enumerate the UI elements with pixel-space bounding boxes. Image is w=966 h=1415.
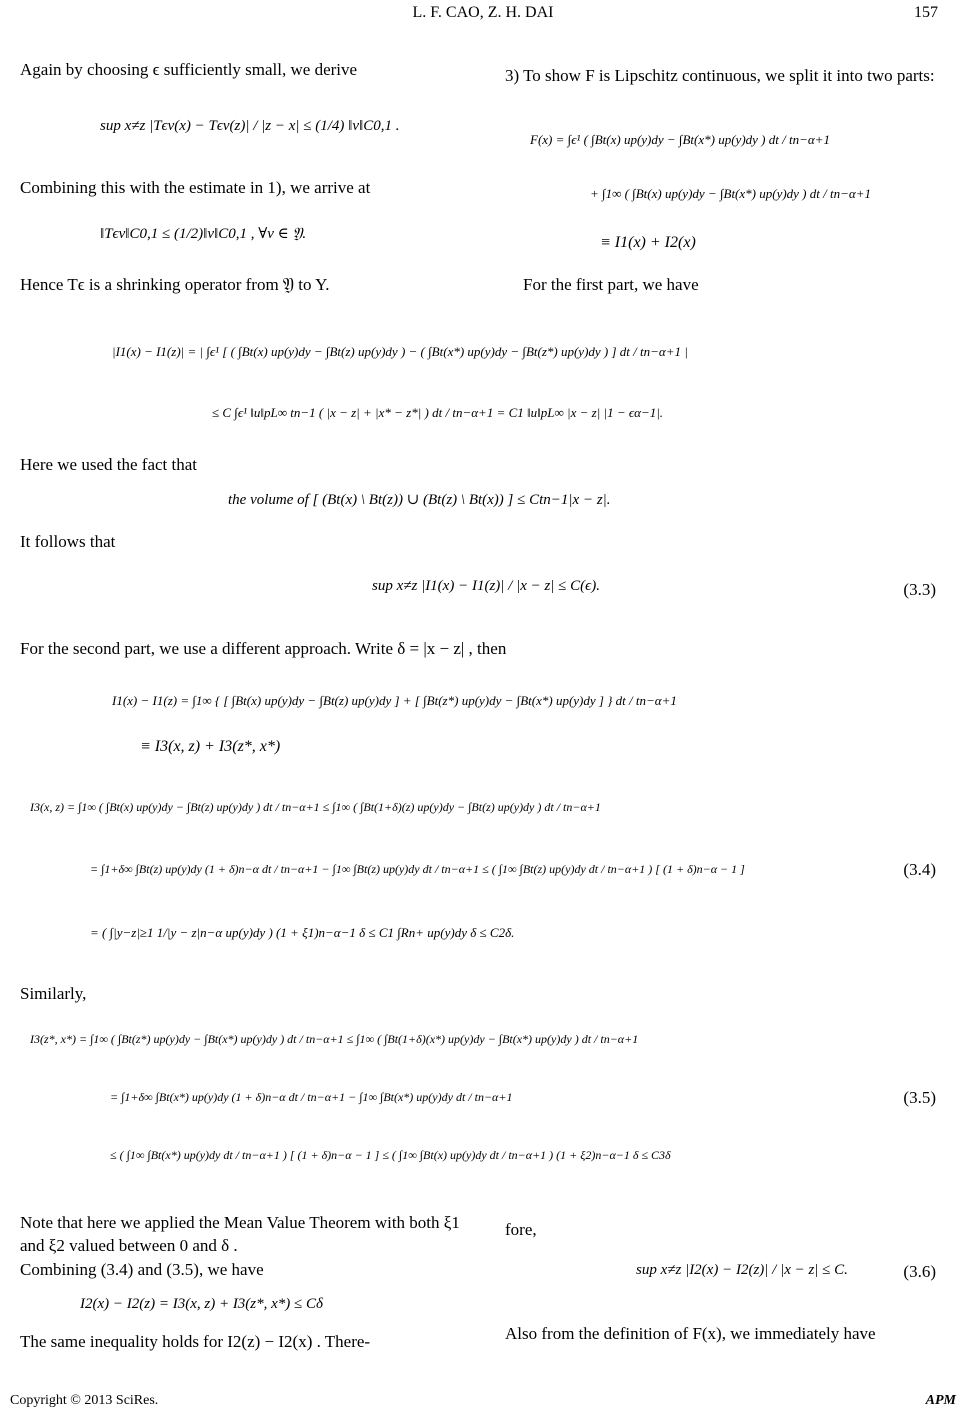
para-second-part: For the second part, we use a different approach. Write δ = |x − z| , then — [20, 639, 507, 658]
para-here-we-used: Here we used the fact that — [20, 455, 197, 474]
footer-journal: APM — [925, 1393, 956, 1408]
equation-sup-Tv: sup x≠z |Tϵv(x) − Tϵv(z)| / |z − x| ≤ (1/4) ‖v‖C0,1 . — [100, 118, 400, 134]
bottom-right-para-2: Also from the definition of F(x), we immediately have — [505, 1324, 876, 1343]
equation-3-6: sup x≠z |I2(x) − I2(z)| / |x − z| ≤ C. — [636, 1262, 848, 1278]
equation-F-line1: F(x) = ∫ϵ¹ ( ∫Bt(x) up(y)dy − ∫Bt(x*) up(y)dy ) dt / tn−α+1 — [530, 132, 830, 147]
right-para-2: For the first part, we have — [523, 275, 699, 294]
equation-I3-sum: ≡ I3(x, z) + I3(z*, x*) — [140, 738, 281, 755]
left-para-3: Hence Tϵ is a shrinking operator from 𝔜 to Y. — [20, 275, 330, 294]
para-it-follows: It follows that — [20, 532, 116, 551]
equation-tag-3-6: (3.6) — [903, 1262, 936, 1281]
bottom-left-para-3: The same inequality holds for I2(z) − I2(x) . There- — [20, 1332, 371, 1351]
equation-3-4-line3: = ( ∫|y−z|≥1 1/|y − z|n−α up(y)dy ) (1 + ξ1)n−α−1 δ ≤ C1 ∫Rn+ up(y)dy δ ≤ C2δ. — [90, 925, 515, 940]
equation-I2-difference: I2(x) − I2(z) = I3(x, z) + I3(z*, x*) ≤ Cδ — [80, 1296, 324, 1312]
equation-3-5-line1: I3(z*, x*) = ∫1∞ ( ∫Bt(z*) up(y)dy − ∫Bt(x*) up(y)dy ) dt / tn−α+1 ≤ ∫1∞ ( ∫Bt(1+δ)(x*) up(y)dy − ∫Bt(x*) up(y)dy ) dt / tn−α+1 — [30, 1032, 639, 1046]
equation-tag-3-5: (3.5) — [903, 1088, 936, 1107]
equation-F-line3: ≡ I1(x) + I2(x) — [600, 234, 696, 251]
bottom-right-para-1: fore, — [505, 1220, 537, 1239]
equation-I1-difference: |I1(x) − I1(z)| = | ∫ϵ¹ [ ( ∫Bt(x) up(y)dy − ∫Bt(z) up(y)dy ) − ( ∫Bt(x*) up(y)dy − ∫Bt(z*) up(y)dy ) ] dt / tn−α+1 | — [112, 344, 688, 359]
equation-3-3: sup x≠z |I1(x) − I1(z)| / |x − z| ≤ C(ϵ). — [372, 578, 600, 594]
equation-tag-3-4: (3.4) — [903, 860, 936, 879]
bottom-left-para-2: Combining (3.4) and (3.5), we have — [20, 1260, 264, 1279]
para-similarly: Similarly, — [20, 984, 87, 1003]
equation-3-4-line2: = ∫1+δ∞ ∫Bt(z) up(y)dy (1 + δ)n−α dt / tn−α+1 − ∫1∞ ∫Bt(z) up(y)dy dt / tn−α+1 ≤ ( ∫1∞ ∫Bt(z) up(y)dy dt / tn−α+1 ) [ (1 + δ)n−α − 1 ] — [90, 862, 745, 876]
bottom-left-para-1: Note that here we applied the Mean Value Theorem with both ξ1 and ξ2 valued between 0 and δ . — [20, 1213, 460, 1255]
page-number: 157 — [914, 4, 938, 21]
left-para-2: Combining this with the estimate in 1), we arrive at — [20, 178, 371, 197]
footer-copyright: Copyright © 2013 SciRes. — [10, 1393, 159, 1408]
equation-I1-bound: ≤ C ∫ϵ¹ ‖u‖pL∞ tn−1 ( |x − z| + |x* − z*| ) dt / tn−α+1 = C1 ‖u‖pL∞ |x − z| |1 − ϵα−1|. — [212, 405, 664, 420]
equation-norm-Tv: ‖Tϵv‖C0,1 ≤ (1/2)‖v‖C0,1 , ∀v ∈ 𝔜. — [100, 226, 307, 242]
equation-I1-split: I1(x) − I1(z) = ∫1∞ { [ ∫Bt(x) up(y)dy − ∫Bt(z) up(y)dy ] + [ ∫Bt(z*) up(y)dy − ∫Bt(x*) up(y)dy ] } dt / tn−α+1 — [112, 693, 677, 708]
running-header — [0, 4, 966, 22]
left-para-1: Again by choosing ϵ sufficiently small, we derive — [20, 60, 358, 79]
equation-3-5-line3: ≤ ( ∫1∞ ∫Bt(x*) up(y)dy dt / tn−α+1 ) [ (1 + δ)n−α − 1 ] ≤ ( ∫1∞ ∫Bt(x) up(y)dy dt / tn−α+1 ) (1 + ξ2)n−α−1 δ ≤ C3δ — [110, 1148, 671, 1162]
header-authors: L. F. CAO, Z. H. DAI — [412, 4, 554, 21]
equation-F-line2: + ∫1∞ ( ∫Bt(x) up(y)dy − ∫Bt(x*) up(y)dy ) dt / tn−α+1 — [590, 186, 871, 201]
equation-volume: the volume of [ (Bt(x) \ Bt(z)) ∪ (Bt(z) \ Bt(x)) ] ≤ Ctn−1|x − z|. — [228, 492, 611, 508]
right-para-1: 3) To show F is Lipschitz continuous, we split it into two parts: — [505, 66, 935, 85]
equation-tag-3-3: (3.3) — [903, 580, 936, 599]
equation-3-5-line2: = ∫1+δ∞ ∫Bt(x*) up(y)dy (1 + δ)n−α dt / tn−α+1 − ∫1∞ ∫Bt(x*) up(y)dy dt / tn−α+1 — [110, 1090, 513, 1104]
equation-3-4-line1: I3(x, z) = ∫1∞ ( ∫Bt(x) up(y)dy − ∫Bt(z) up(y)dy ) dt / tn−α+1 ≤ ∫1∞ ( ∫Bt(1+δ)(z) up(y)dy − ∫Bt(z) up(y)dy ) dt / tn−α+1 — [30, 800, 601, 814]
